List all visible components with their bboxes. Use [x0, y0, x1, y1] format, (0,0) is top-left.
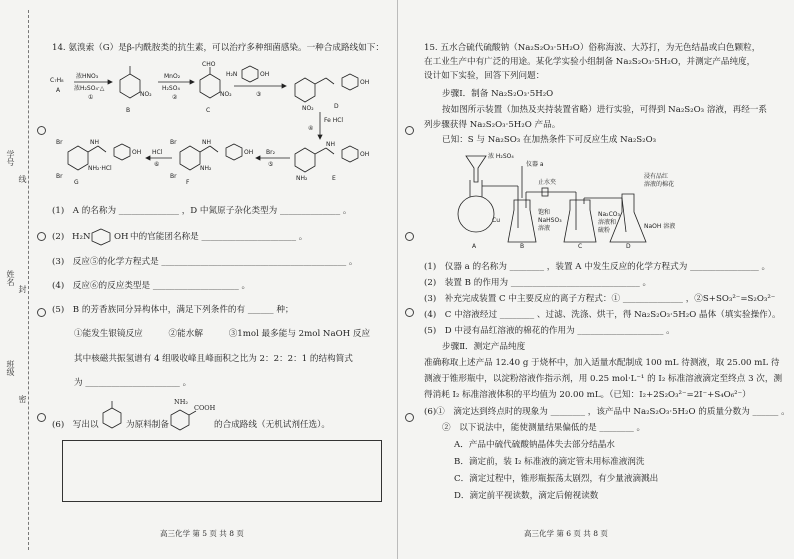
left-q2-number: (2): [52, 232, 65, 242]
label-c-sol-1: Na₂CO₃: [598, 211, 620, 218]
right-q5: (5) D 中浸有品红溶液的棉花的作用为 ____________________ 。: [424, 326, 675, 336]
punch-hole: [405, 126, 414, 135]
step-6-num: ⑥: [154, 161, 160, 168]
f-oh: OH: [244, 149, 254, 156]
f-br-bottom: Br: [170, 173, 177, 180]
left-q4: (4) 反应⑥的反应类型是 ____________________ 。: [52, 281, 251, 291]
scheme-label-f: F: [186, 179, 190, 185]
punch-hole: [37, 232, 46, 241]
label-c-sol-2: 溶液和: [598, 219, 617, 226]
left-q3: (3) 反应⑤的化学方程式是 ___________________________________________ 。: [52, 257, 358, 267]
left-q6-mid: 为原料制备: [126, 420, 169, 430]
step-2-num: ②: [172, 94, 178, 101]
step-2-line-3: 得消耗 I₂ 标准溶液体积的平均值为 20.00 mL。（已知：I₂+2S₂O₃²⁻=2I⁻+S₄O₆²⁻）: [424, 390, 751, 400]
step-1-num: ①: [88, 94, 94, 101]
amine-left: H₂N: [226, 71, 238, 78]
e-oh: OH: [360, 151, 370, 158]
q6-nh2-label: NH₂: [174, 398, 188, 406]
right-q6: (6)① 滴定达到终点时的现象为 ________ ，该产品中 Na₂S₂O₃·5H₂O 的质量分数为 ______ 。: [424, 407, 790, 417]
synthesis-route-diagram: [50, 60, 385, 185]
margin-mark-line: 线: [18, 175, 27, 183]
q14-intro: 14. 氨溴索（G）是β-内酰胺类的抗生素，可以治疗多种细菌感染。一种合成路线如下：: [52, 43, 384, 53]
answer-box[interactable]: [62, 440, 382, 502]
f-br-top: Br: [170, 139, 177, 146]
label-cotton-1: 浸有品红: [644, 173, 669, 180]
scheme-label-g: G: [74, 179, 79, 185]
apparatus-label-b: B: [520, 243, 525, 250]
e-nh: NH: [326, 141, 335, 148]
apparatus-diagram: [448, 148, 696, 250]
left-q5: (5) B 的芳香族同分异构体中，满足下列条件的有 ______ 种；: [52, 305, 294, 315]
amine-right: OH: [260, 71, 270, 78]
margin-label-class: 班级: [6, 360, 15, 376]
q6-cooh-label: COOH: [194, 404, 216, 412]
left-q1: (1) A 的名称为 ______________ ，D 中氮原子杂化类型为 ______________ 。: [52, 206, 352, 216]
reagent-5: Br₂: [266, 149, 275, 156]
page-fold-line: [397, 0, 398, 559]
option-d: D．滴定前平视读数，滴定后俯视读数: [454, 491, 599, 501]
reagent-6: HCl: [152, 149, 163, 156]
scheme-label-b: B: [126, 107, 131, 114]
known-reaction: 已知：S 与 Na₂SO₃ 在加热条件下可反应生成 Na₂S₂O₃: [442, 135, 657, 145]
punch-hole: [405, 308, 414, 317]
label-b-sol-3: 溶液: [538, 225, 551, 232]
reagent-2-top: MnO₂: [164, 73, 181, 80]
g-oh: OH: [132, 149, 142, 156]
f-nh: NH: [202, 139, 211, 146]
right-q3: (3) 补充完成装置 C 中主要反应的离子方程式：① ______________ ，②S+SO₃²⁻=S₂O₃²⁻: [424, 294, 776, 304]
left-q5-conditions: ①能发生银镜反应 ②能水解 ③1mol 最多能与 2mol NaOH 反应: [74, 329, 371, 339]
step-2-line-1: 准确称取上述产品 12.40 g 于烧杯中，加入适量水配制成 100 mL 待测液，取 25.00 mL 待: [424, 358, 780, 368]
step-5-num: ⑤: [268, 161, 274, 168]
margin-mark-close: 密: [18, 395, 27, 403]
reagent-4: Fe HCl: [324, 117, 344, 124]
left-q5-nmr: 其中核磁共振氢谱有 4 组吸收峰且峰面积之比为 2：2：2：1 的结构简式: [74, 354, 353, 364]
scheme-label-c: C: [206, 107, 211, 114]
right-q6-part-2: ② 以下说法中，能使测量结果偏低的是 ________ 。: [442, 423, 646, 433]
scheme-label-d: D: [334, 103, 339, 110]
step-2-line-2: 测液于锥形瓶中，以淀粉溶液作指示剂，用 0.25 mol·L⁻¹ 的 I₂ 标准溶液滴定至终点 3 次，测: [424, 374, 783, 384]
left-q5-blank: 为 ______________________ 。: [74, 378, 192, 388]
reagent-1-bot: 浓H₂SO₄·△: [74, 85, 105, 92]
left-q2-text: 中的官能团名称是 ______________________ 。: [130, 232, 308, 242]
reagent-2-bot: H₂SO₄: [162, 85, 180, 92]
margin-label-student-id: 学号: [6, 150, 15, 166]
label-naoh: NaOH 溶液: [644, 223, 676, 230]
left-q6-pre: (6) 写出以: [52, 420, 99, 430]
margin-mark-seal: 封: [18, 285, 27, 293]
d-substituent: NO₂: [302, 105, 314, 112]
label-cotton-2: 溶液的棉花: [644, 181, 675, 188]
e-substituent: NH₂: [296, 175, 308, 182]
right-q4: (4) C 中溶液经过 ________ 、过滤、洗涤、烘干，得 Na₂S₂O₃·5H₂O 晶体（填实验操作）。: [424, 310, 781, 320]
c-substituent: NO₂: [220, 91, 232, 98]
g-br-top: Br: [56, 139, 63, 146]
option-c: C．滴定过程中，锥形瓶振荡太剧烈，有少量液滴溅出: [454, 474, 659, 484]
step-1-line-1: 按如图所示装置（加热及夹持装置省略）进行实验，可得到 Na₂S₂O₃ 溶液，再经一系: [442, 105, 767, 115]
label-b-sol-1: 饱和: [538, 209, 551, 216]
option-a: A．产品中硫代硫酸钠晶体失去部分结晶水: [454, 440, 615, 450]
margin-label-name: 姓名: [6, 270, 15, 286]
toluene-structure-icon: [100, 400, 124, 430]
punch-hole: [37, 413, 46, 422]
apparatus-label-a: A: [472, 243, 477, 250]
option-b: B．滴定前，装 I₂ 标准液的滴定管未用标准液润洗: [454, 457, 645, 467]
scheme-label-a: A: [56, 87, 61, 94]
punch-hole: [37, 126, 46, 135]
g-nh: NH: [90, 139, 99, 146]
scheme-label-e: E: [332, 175, 336, 182]
right-page-footer: 高三化学 第 6 页 共 8 页: [524, 529, 608, 538]
q15-line-3: 设计如下实验，回答下列问题：: [424, 71, 545, 81]
d-oh: OH: [360, 79, 370, 86]
punch-hole: [405, 413, 414, 422]
step-3-num: ③: [256, 91, 262, 98]
reagent-1-top: 浓HNO₃: [76, 73, 99, 80]
punch-hole: [405, 232, 414, 241]
left-q6-post: 的合成路线（无机试剂任选）。: [214, 420, 331, 430]
c-group: CHO: [202, 61, 216, 68]
left-page-footer: 高三化学 第 5 页 共 8 页: [160, 529, 244, 538]
apparatus-label-c: C: [578, 243, 583, 250]
label-c-sol-3: 硫粉: [598, 227, 611, 234]
step-1-heading: 步骤Ⅰ．制备 Na₂S₂O₃·5H₂O: [442, 89, 554, 99]
g-nh2hcl: NH₂·HCl: [88, 165, 112, 172]
binding-dashed-line: [28, 10, 29, 550]
apparatus-label-d: D: [626, 243, 631, 250]
cyclohexane-ring-icon: [90, 228, 112, 246]
q2-molecule-right: OH: [114, 232, 129, 242]
q15-line-1: 15. 五水合硫代硫酸钠（Na₂S₂O₃·5H₂O）俗称海波、大苏打，为无色结晶或白色颗粒，: [424, 43, 761, 53]
q2-molecule-left: H₂N: [72, 232, 91, 242]
f-nh2: NH₂: [200, 165, 212, 172]
q15-line-2: 在工业生产中有广泛的用途。某化学实验小组制备 Na₂S₂O₃·5H₂O，并测定产品纯度，: [424, 57, 756, 67]
g-br-bottom: Br: [56, 173, 63, 180]
label-b-sol-2: NaHSO₃: [538, 217, 562, 224]
label-cu: Cu: [492, 217, 500, 224]
b-substituent: NO₂: [140, 91, 152, 98]
label-stopcock: 止水夹: [538, 179, 557, 186]
label-conc-h2so4: 浓 H₂SO₄: [488, 153, 514, 160]
step-1-line-2: 列步骤获得 Na₂S₂O₃·5H₂O 产品。: [424, 120, 561, 130]
punch-hole: [37, 308, 46, 317]
right-q1: (1) 仪器 a 的名称为 ________ ，装置 A 中发生反应的化学方程式为 ________________ 。: [424, 262, 771, 272]
step-4-num: ④: [308, 125, 314, 132]
step-2-heading: 步骤Ⅱ．测定产品纯度: [442, 342, 526, 352]
label-instrument-a: 仪器 a: [526, 161, 544, 168]
right-q2: (2) 装置 B 的作用为 ______________________________ 。: [424, 278, 652, 288]
scheme-start: C₇H₈: [50, 77, 64, 84]
